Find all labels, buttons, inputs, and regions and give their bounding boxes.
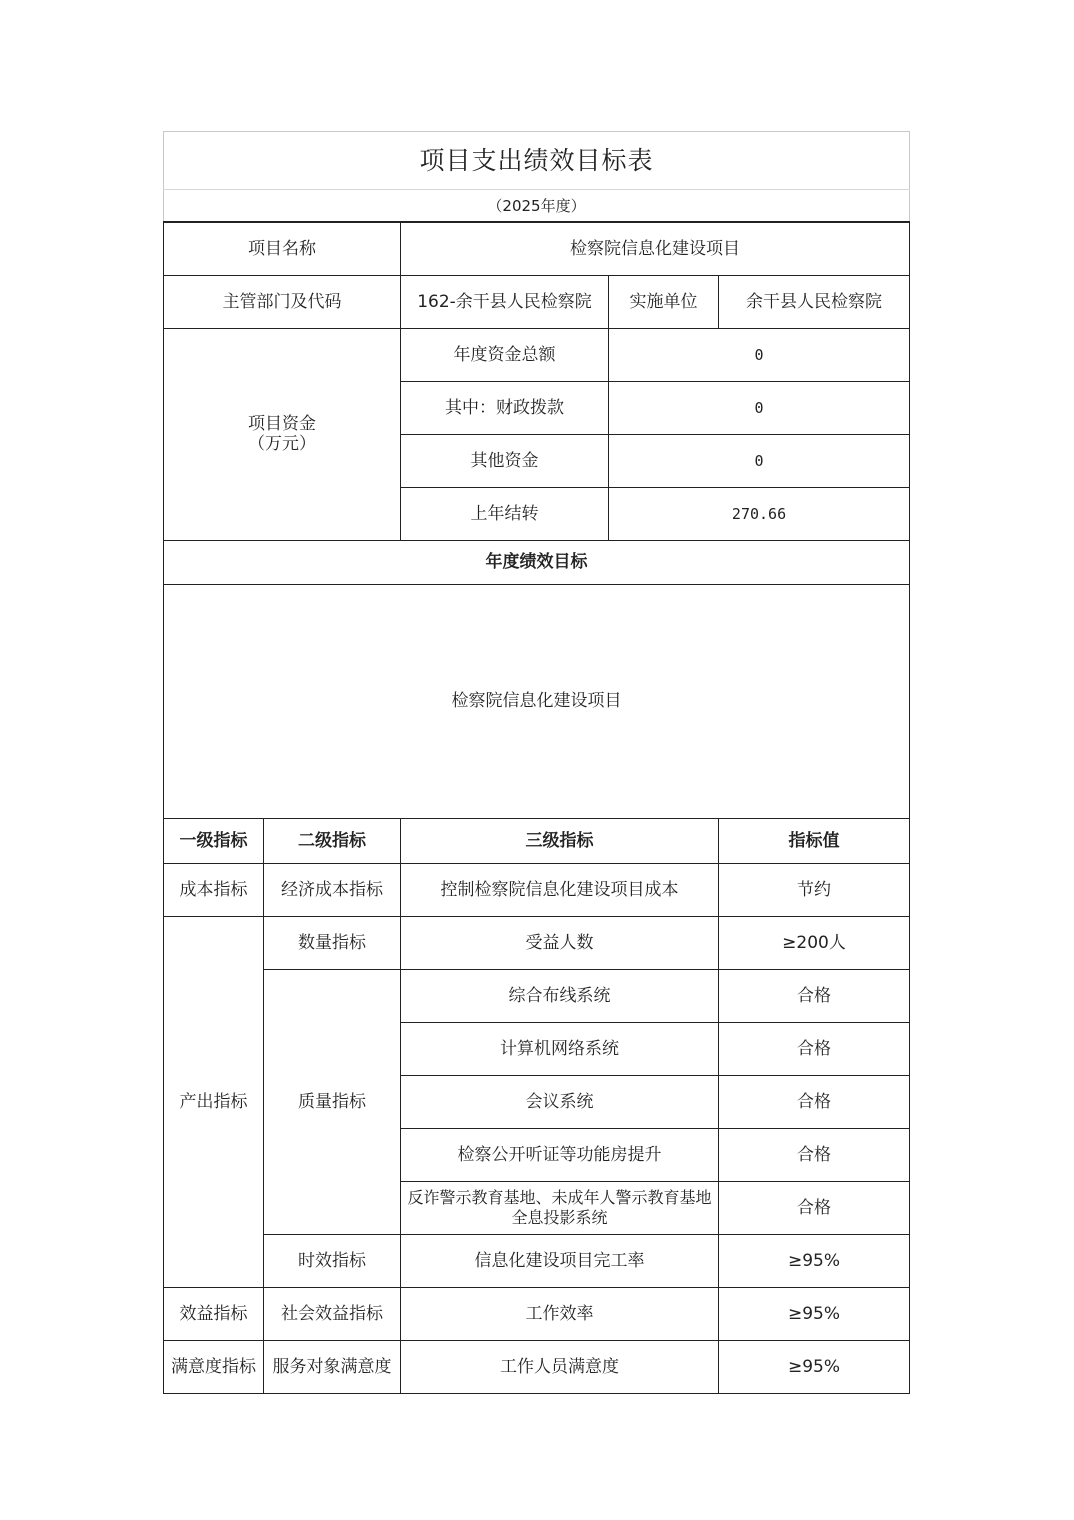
fund-other-value: 0 xyxy=(609,434,910,487)
implementing-unit-label: 实施单位 xyxy=(609,275,719,328)
project-funds-label xyxy=(164,328,401,540)
cost-value: 节约 xyxy=(719,863,910,916)
timeliness-level2: 时效指标 xyxy=(264,1234,401,1287)
header-level1: 一级指标 xyxy=(164,818,264,863)
benefit-level3: 工作效率 xyxy=(401,1287,719,1340)
quantity-level2: 数量指标 xyxy=(264,916,401,969)
department-label: 主管部门及代码 xyxy=(164,275,401,328)
timeliness-level3: 信息化建设项目完工率 xyxy=(401,1234,719,1287)
project-funds-label-text: 项目资金 （万元） xyxy=(248,414,316,454)
quality-level2: 质量指标 xyxy=(264,969,401,1234)
timeliness-value: ≥95% xyxy=(719,1234,910,1287)
header-value: 指标值 xyxy=(719,818,910,863)
quantity-value: ≥200人 xyxy=(719,916,910,969)
quality-row-value: 合格 xyxy=(719,969,910,1022)
department-value: 162-余干县人民检察院 xyxy=(401,275,609,328)
quality-row-value: 合格 xyxy=(719,1181,910,1234)
performance-target-table xyxy=(163,131,910,1394)
fund-total-value: 0 xyxy=(609,328,910,381)
header-level3: 三级指标 xyxy=(401,818,719,863)
cost-level1: 成本指标 xyxy=(164,863,264,916)
cost-level2: 经济成本指标 xyxy=(264,863,401,916)
benefit-level2: 社会效益指标 xyxy=(264,1287,401,1340)
fund-fiscal-value: 0 xyxy=(609,381,910,434)
satisfaction-level1: 满意度指标 xyxy=(164,1340,264,1393)
fund-fiscal-label: 其中：财政拨款 xyxy=(401,381,609,434)
project-name-value: 检察院信息化建设项目 xyxy=(401,222,910,275)
fund-total-label: 年度资金总额 xyxy=(401,328,609,381)
quality-row-level3: 反诈警示教育基地、未成年人警示教育基地全息投影系统 xyxy=(401,1181,719,1234)
benefit-value: ≥95% xyxy=(719,1287,910,1340)
quality-row-level3: 计算机网络系统 xyxy=(401,1022,719,1075)
satisfaction-level2: 服务对象满意度 xyxy=(264,1340,401,1393)
fiscal-year: （2025年度） xyxy=(164,190,910,223)
quality-row-level3: 综合布线系统 xyxy=(401,969,719,1022)
fund-other-label: 其他资金 xyxy=(401,434,609,487)
quality-row-value: 合格 xyxy=(719,1022,910,1075)
annual-goal-header: 年度绩效目标 xyxy=(164,540,910,584)
satisfaction-value: ≥95% xyxy=(719,1340,910,1393)
project-name-label: 项目名称 xyxy=(164,222,401,275)
quality-row-level3: 会议系统 xyxy=(401,1075,719,1128)
quality-row-level3: 检察公开听证等功能房提升 xyxy=(401,1128,719,1181)
fund-carryover-label: 上年结转 xyxy=(401,487,609,540)
satisfaction-level3: 工作人员满意度 xyxy=(401,1340,719,1393)
output-level1: 产出指标 xyxy=(164,916,264,1287)
performance-target-sheet xyxy=(163,131,909,1394)
implementing-unit-value: 余干县人民检察院 xyxy=(719,275,910,328)
quantity-level3: 受益人数 xyxy=(401,916,719,969)
header-level2: 二级指标 xyxy=(264,818,401,863)
fund-carryover-value: 270.66 xyxy=(609,487,910,540)
quality-row-value: 合格 xyxy=(719,1075,910,1128)
cost-level3: 控制检察院信息化建设项目成本 xyxy=(401,863,719,916)
quality-row-value: 合格 xyxy=(719,1128,910,1181)
table-title: 项目支出绩效目标表 xyxy=(164,132,910,190)
benefit-level1: 效益指标 xyxy=(164,1287,264,1340)
annual-goal-content: 检察院信息化建设项目 xyxy=(164,584,910,818)
